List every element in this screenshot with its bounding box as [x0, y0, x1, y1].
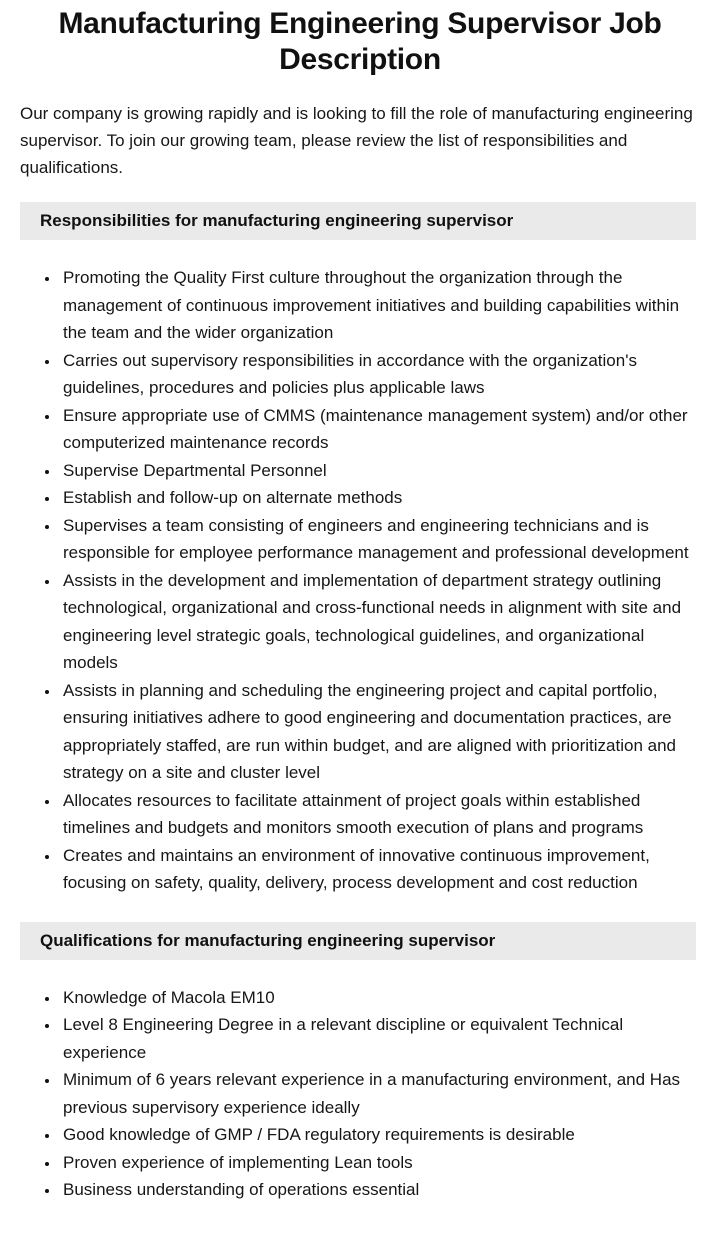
- list-item: • Allocates resources to facilitate attainment of project goals within established timelines and budgets and monitors smooth execution of plans and programs: [60, 787, 700, 842]
- qualifications-section-heading: Qualifications for manufacturing engineering supervisor: [20, 922, 696, 960]
- list-item: • Assists in the development and implementation of department strategy outlining technological, organizational and cross-functional needs in alignment with site and engineering level strategic goals, technological guidelines, and organizational models: [60, 567, 700, 677]
- list-item: • Business understanding of operations essential: [60, 1176, 700, 1204]
- qualifications-section: [20, 922, 700, 1204]
- responsibilities-list: [20, 264, 700, 897]
- list-item: • Minimum of 6 years relevant experience in a manufacturing environment, and Has previous supervisory experience ideally: [60, 1066, 700, 1121]
- list-item: • Ensure appropriate use of CMMS (maintenance management system) and/or other computerized maintenance records: [60, 402, 700, 457]
- list-item: • Level 8 Engineering Degree in a relevant discipline or equivalent Technical experience: [60, 1011, 700, 1066]
- intro-paragraph: Our company is growing rapidly and is looking to fill the role of manufacturing engineering supervisor. To join our growing team, please review the list of responsibilities and qualifications.: [20, 104, 693, 177]
- page-title: Manufacturing Engineering Supervisor Job Description: [58, 7, 662, 76]
- responsibilities-section-heading: Responsibilities for manufacturing engineering supervisor: [20, 202, 696, 240]
- qualifications-list: [20, 984, 700, 1204]
- list-item: • Assists in planning and scheduling the engineering project and capital portfolio, ensuring initiatives adhere to good engineering and documentation practices, are appropriately staffed, are run within budget, and are aligned with prioritization and strategy on a site and cluster level: [60, 677, 700, 787]
- list-item: • Proven experience of implementing Lean tools: [60, 1149, 700, 1177]
- list-item: • Knowledge of Macola EM10: [60, 984, 700, 1012]
- list-item: • Promoting the Quality First culture throughout the organization through the management of continuous improvement initiatives and building capabilities within the team and the wider organization: [60, 264, 700, 347]
- list-item: • Supervises a team consisting of engineers and engineering technicians and is responsible for employee performance management and professional development: [60, 512, 700, 567]
- list-item: • Establish and follow-up on alternate methods: [60, 484, 700, 512]
- responsibilities-section: [20, 202, 700, 897]
- list-item: • Good knowledge of GMP / FDA regulatory requirements is desirable: [60, 1121, 700, 1149]
- list-item: • Carries out supervisory responsibilities in accordance with the organization's guidelines, procedures and policies plus applicable laws: [60, 347, 700, 402]
- list-item: • Creates and maintains an environment of innovative continuous improvement, focusing on safety, quality, delivery, process development and cost reduction: [60, 842, 700, 897]
- list-item: • Supervise Departmental Personnel: [60, 457, 700, 485]
